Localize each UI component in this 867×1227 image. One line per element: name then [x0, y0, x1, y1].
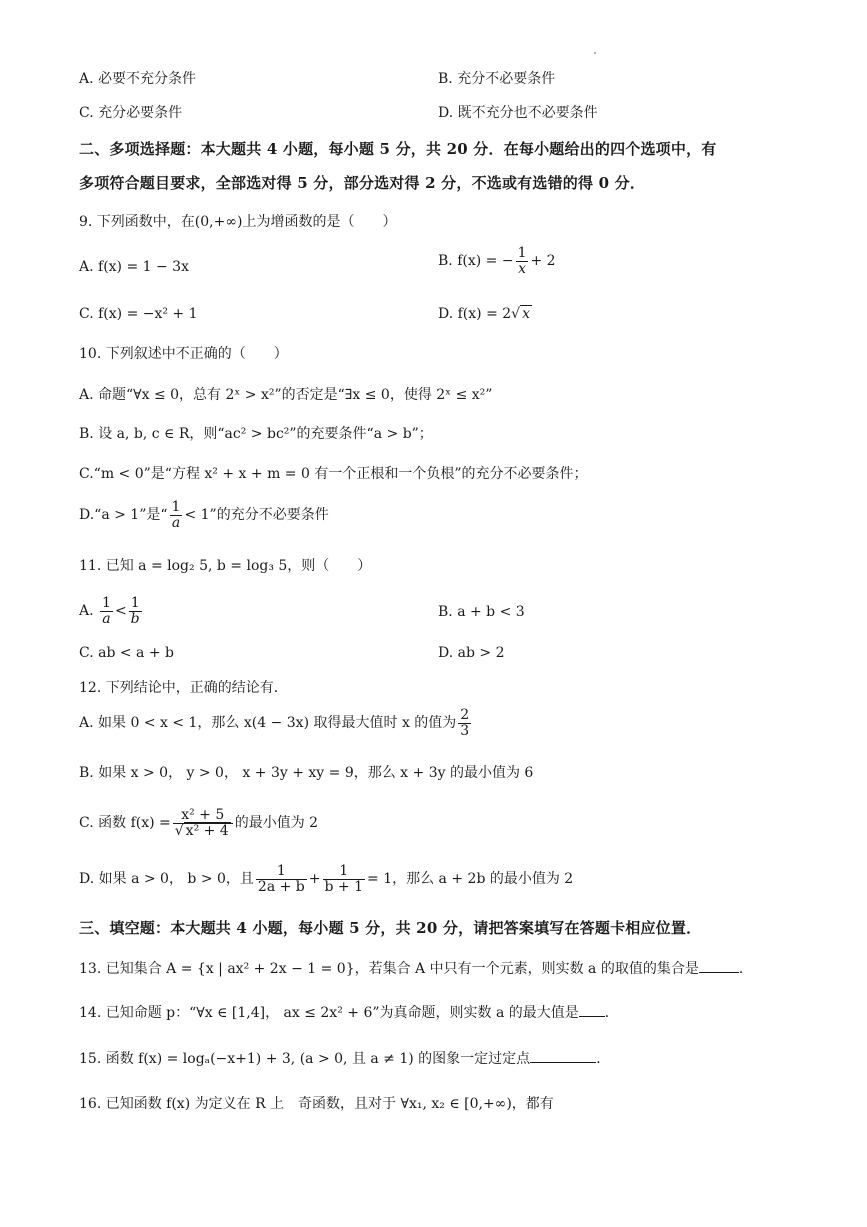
q11-option-a-den2: b [130, 610, 140, 627]
q12-option-c-fraction [173, 808, 233, 838]
q9-stem: 9. 下列函数中，在(0,+∞)上为增函数的是（ ） [79, 214, 397, 230]
q12-option-c-num: x² + 5 [181, 807, 225, 823]
q14-stem: 14. 已知命题 p：“∀x ∈ [1,4]， ax ≤ 2x² + 6”为真命题，则实数 a 的最大值是 [79, 1005, 579, 1021]
q12-option-d-fraction2 [323, 864, 366, 894]
q8-option-c: C. 充分必要条件 [79, 105, 183, 121]
q11-option-b: B. a + b < 3 [438, 604, 525, 620]
q12-option-d-suffix: = 1，那么 a + 2b 的最小值为 2 [367, 871, 574, 888]
q14-text [79, 1004, 619, 1022]
q12-option-a [79, 708, 473, 738]
sqrt-icon: √ [511, 306, 521, 322]
q12-option-d-den2: b + 1 [324, 878, 364, 895]
q12-option-c [79, 808, 318, 838]
q12-option-c-den: x² + 4 [185, 822, 229, 839]
scan-speck [594, 52, 596, 54]
q12-option-d-fraction1 [256, 864, 307, 894]
q9-option-b-num: 1 [517, 245, 527, 261]
q12-option-d-num2: 1 [339, 863, 349, 879]
q10-option-d [79, 500, 329, 530]
q11-option-d: D. ab > 2 [438, 645, 505, 661]
q10-option-d-fraction [170, 500, 183, 530]
q11-option-a [79, 596, 144, 626]
q13-end: ． [738, 961, 753, 977]
q9-option-b-den: x [516, 261, 529, 277]
q12-option-d [79, 864, 573, 894]
q11-option-a-fraction2 [129, 596, 142, 626]
q10-stem: 10. 下列叙述中不正确的（ ） [79, 346, 288, 362]
q10-option-b: B. 设 a, b, c ∈ R，则“ac² > bc²”的充要条件“a > b”； [79, 426, 433, 442]
q13-answer-blank[interactable] [699, 960, 739, 973]
q12-option-c-suffix: 的最小值为 2 [234, 815, 319, 832]
q12-option-d-den1: 2a + b [257, 878, 305, 895]
q10-option-d-num: 1 [171, 499, 181, 515]
q12-option-a-num: 2 [460, 707, 470, 723]
section3-heading: 三、填空题：本大题共 4 小题，每小题 5 分，共 20 分，请把答案填写在答题卡相应位置． [79, 919, 702, 937]
q9-option-b-fraction [516, 246, 529, 276]
q10-option-c: C.“m < 0”是“方程 x² + x + m = 0 有一个正根和一个负根”的充分不必要条件； [79, 466, 588, 482]
q12-stem: 12. 下列结论中，正确的结论有． [79, 680, 288, 696]
q9-option-d-prefix: D. f(x) = 2 [438, 306, 512, 322]
q10-option-a: A. 命题“∀x ≤ 0，总有 2ˣ > x²”的否定是“∃x ≤ 0，使得 2ˣ ≤ x²” [79, 387, 493, 403]
q12-option-a-prefix: A. 如果 0 < x < 1，那么 x(4 − 3x) 取得最大值时 x 的值为 [79, 715, 457, 732]
q12-option-d-num1: 1 [276, 863, 286, 879]
q11-option-a-lt: < [114, 603, 127, 620]
sqrt-icon: √ [174, 822, 184, 839]
q14-answer-blank[interactable] [579, 1004, 605, 1017]
q12-option-d-plus: + [308, 871, 321, 888]
q9-option-d [438, 306, 532, 323]
q11-option-a-den1: a [100, 611, 113, 627]
q8-option-d: D. 既不充分也不必要条件 [438, 105, 598, 121]
q12-option-d-prefix: D. 如果 a > 0， b > 0，且 [79, 871, 254, 888]
q15-text [79, 1050, 610, 1068]
q12-option-c-den-wrap [173, 823, 233, 839]
q8-option-b: B. 充分不必要条件 [438, 71, 556, 87]
q11-option-c: C. ab < a + b [79, 645, 174, 661]
q16-text: 16. 已知函数 f(x) 为定义在 R 上 奇函数，且对于 ∀x₁, x₂ ∈ [0,+∞)，都有 [79, 1096, 554, 1112]
q11-option-a-num2: 1 [130, 595, 140, 611]
q10-option-d-prefix: D.“a > 1”是“ [79, 507, 168, 524]
q14-end: ． [604, 1005, 619, 1021]
q11-stem: 11. 已知 a = log₂ 5, b = log₃ 5，则（ ） [79, 558, 372, 574]
q11-option-a-num1: 1 [102, 595, 111, 611]
q12-option-a-den: 3 [460, 722, 470, 739]
q12-option-a-fraction [458, 708, 471, 738]
q8-option-a: A. 必要不充分条件 [79, 71, 197, 87]
q9-option-a: A. f(x) = 1 − 3x [79, 259, 189, 275]
q9-option-b-suffix: + 2 [530, 253, 556, 270]
q10-option-d-den: a [170, 515, 183, 531]
q15-end: ． [596, 1051, 611, 1067]
q11-option-a-prefix: A. [79, 603, 94, 620]
q12-option-c-prefix: C. 函数 f(x) = [79, 815, 171, 832]
q10-option-d-suffix: < 1”的充分不必要条件 [184, 507, 329, 524]
q11-option-a-fraction1 [100, 596, 113, 626]
q12-option-b: B. 如果 x > 0， y > 0， x + 3y + xy = 9，那么 x + 3y 的最小值为 6 [79, 765, 534, 781]
section2-heading-line2: 多项符合题目要求，全部选对得 5 分，部分选对得 2 分，不选或有选错的得 0 分． [79, 174, 646, 192]
q9-option-c: C. f(x) = −x² + 1 [79, 306, 198, 322]
q9-option-b [438, 246, 556, 276]
q9-option-d-root: x [522, 306, 530, 322]
section2-heading-line1: 二、多项选择题：本大题共 4 小题，每小题 5 分，共 20 分．在每小题给出的四个选项中，有 [79, 140, 717, 158]
q13-stem: 13. 已知集合 A = {x | ax² + 2x − 1 = 0}，若集合 A 中只有一个元素，则实数 a 的取值的集合是 [79, 961, 699, 977]
q9-option-b-prefix: B. f(x) = − [438, 253, 514, 270]
q15-stem: 15. 函数 f(x) = logₐ(−x+1) + 3, (a > 0, 且 a ≠ 1) 的图象一定过定点 [79, 1051, 531, 1067]
q13-text [79, 960, 753, 978]
q15-answer-blank[interactable] [530, 1050, 596, 1063]
